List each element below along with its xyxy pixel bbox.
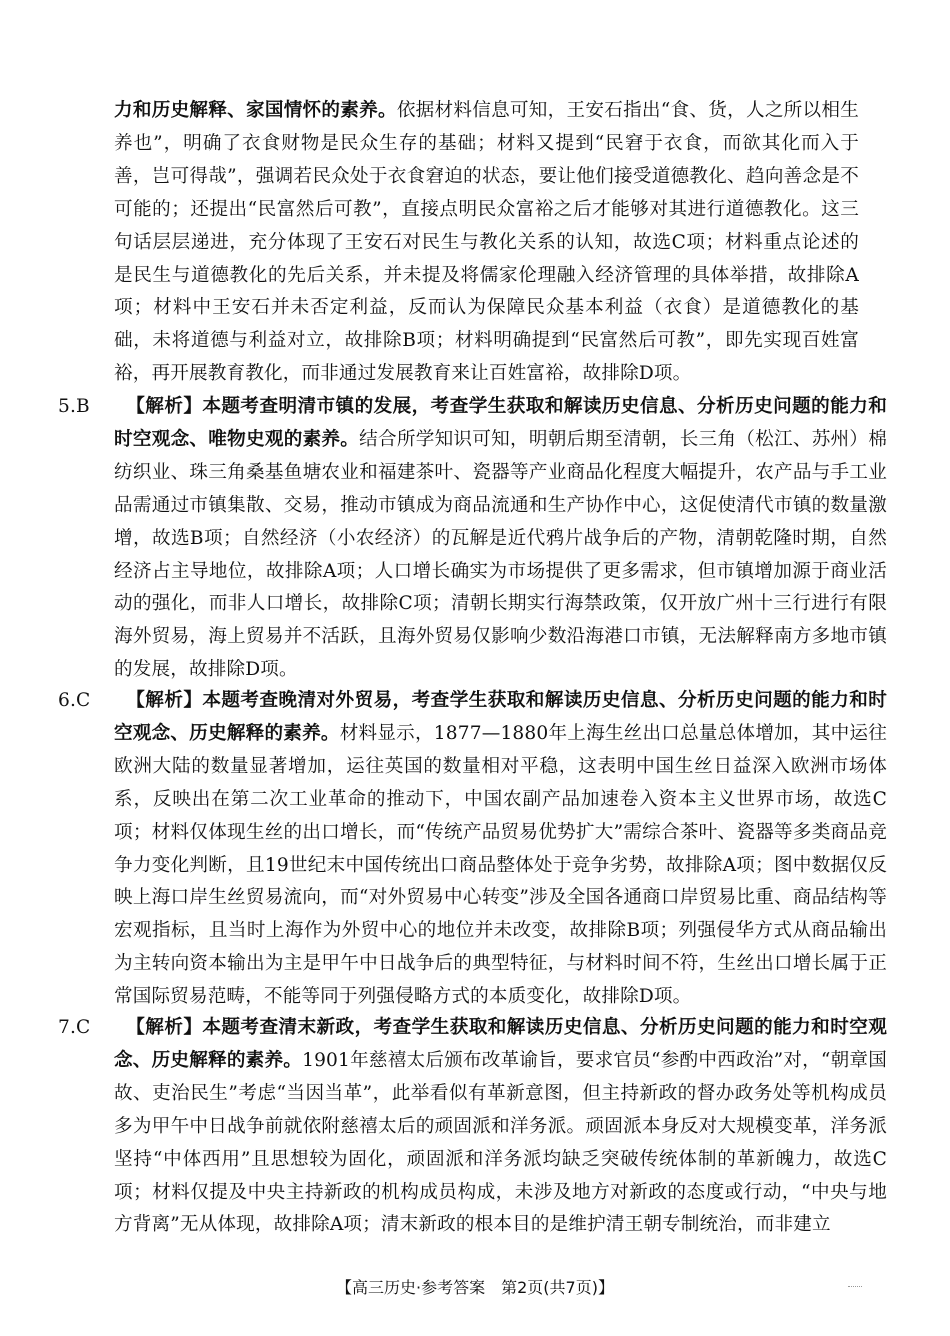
item-text: 材料显示，1877—1880年上海生丝出口总量总体增加，其中运往欧洲大陆的数量显著增加，运往英国的数量相对平稳，这表明中国生丝日益深入欧洲市场体系，反映出在第二次工业革命的推动下，中国农副产品加速卷入资本主义世界市场，故选C项；材料仅体现生丝的出口增长，而“传统产品贸易优势扩大”需综合茶叶、瓷器等多类商品竞争力变化判断，且19世纪末中国传统出口商品整体处于竞争劣势，故排除A项；图中数据仅反映上海口岸生丝贸易流向，而“对外贸易中心转变”涉及全国各通商口岸贸易比重、商品结构等宏观指标，且当时上海作为外贸中心的地位并未改变，故排除B项；列强侵华方式从商品输出为主转向资本输出为主是甲午中日战争后的典型特征，与材料时间不符，生丝出口增长属于正常国际贸易范畴，不能等同于列强侵略方式的本质变化，故排除D项。	[114, 722, 887, 1008]
item-bold-text: 【解析】本题考查晚清对外贸易，考查学生获取和解读历史信息、分析历史问题的能力和时空观念、历史解释的素养。	[114, 690, 887, 744]
footer-text: 【高三历史·参考答案 第2页(共7页)】	[336, 1278, 614, 1297]
item-number: 7.C	[58, 1017, 91, 1038]
item-bold-text: 【解析】本题考查明清市镇的发展，考查学生获取和解读历史信息、分析历史问题的能力和时空观念、唯物史观的素养。	[114, 396, 887, 450]
intro-text: 依据材料信息可知，王安石指出“食、货，人之所以相生养也”，明确了衣食财物是民众生存的基础；材料又提到“民窘于衣食，而欲其化而入于善，岂可得哉”，强调若民众处于衣食窘迫的状态，要让他们接受道德教化、趋向善念是不可能的；还提出“民富然后可教”，直接点明民众富裕之后才能够对其进行道德教化。这三句话层层递进，充分体现了王安石对民生与教化关系的认知，故选C项；材料重点论述的是民生与道德教化的先后关系，并未提及将儒家伦理融入经济管理的具体举措，故排除A项；材料中王安石并未否定利益，反而认为保障民众基本利益（衣食）是道德教化的基础，未将道德与利益对立，故排除B项；材料明确提到“民富然后可教”，即先实现百姓富裕，再开展教育教化，而非通过发展教育来让百姓富裕，故排除D项。	[114, 100, 859, 385]
answer-item-5	[58, 391, 888, 691]
item-number: 5.B	[58, 396, 90, 417]
answer-item-6	[58, 685, 887, 1015]
item-text: 结合所学知识可知，明朝后期至清朝，长三角（松江、苏州）棉纺织业、珠三角桑基鱼塘农业和福建茶叶、瓷器等产业商品化程度大幅提升，农产品与手工业品需通过市镇集散、交易，推动市镇成为商品流通和生产协作中心，这促使清代市镇的数量激增，故选B项；自然经济（小农经济）的瓦解是近代鸦片战争后的产物，清朝乾隆时期，自然经济占主导地位，故排除A项；人口增长确实为市场提供了更多需求，但市镇增加源于商业活动的强化，而非人口增长，故排除C项；清朝长期实行海禁政策，仅开放广州十三行进行有限海外贸易，海上贸易并不活跃，且海外贸易仅影响少数沿海港口市镇，无法解释南方多地市镇的发展，故排除D项。	[114, 428, 888, 681]
intro-bold-text: 力和历史解释、家国情怀的素养。	[114, 100, 397, 121]
item-text: 1901年慈禧太后颁布改革谕旨，要求官员“参酌中西政治”对，“朝章国故、吏治民生”考虑“当因当革”，此举看似有革新意图，但主持新政的督办政务处等机构成员多为甲午中日战争前就依附慈禧太后的顽固派和洋务派。顽固派本身反对大规模变革，洋务派坚持“中体西用”且思想较为固化，顽固派和洋务派均缺乏突破传统体制的革新魄力，故选C项；材料仅提及中央主持新政的机构成员构成，未涉及地方对新政的态度或行动，“中央与地方背离”无从体现，故排除A项；清末新政的根本目的是维护清王朝专制统治，而非建立	[114, 1049, 887, 1236]
page-footer	[0, 1278, 950, 1298]
item-bold-text: 【解析】本题考查清末新政，考查学生获取和解读历史信息、分析历史问题的能力和时空观念、历史解释的素养。	[114, 1017, 887, 1071]
corner-mark	[848, 1286, 862, 1289]
answer-item-7	[58, 1012, 887, 1272]
item-number: 6.C	[58, 690, 91, 711]
intro-paragraph	[114, 95, 859, 395]
